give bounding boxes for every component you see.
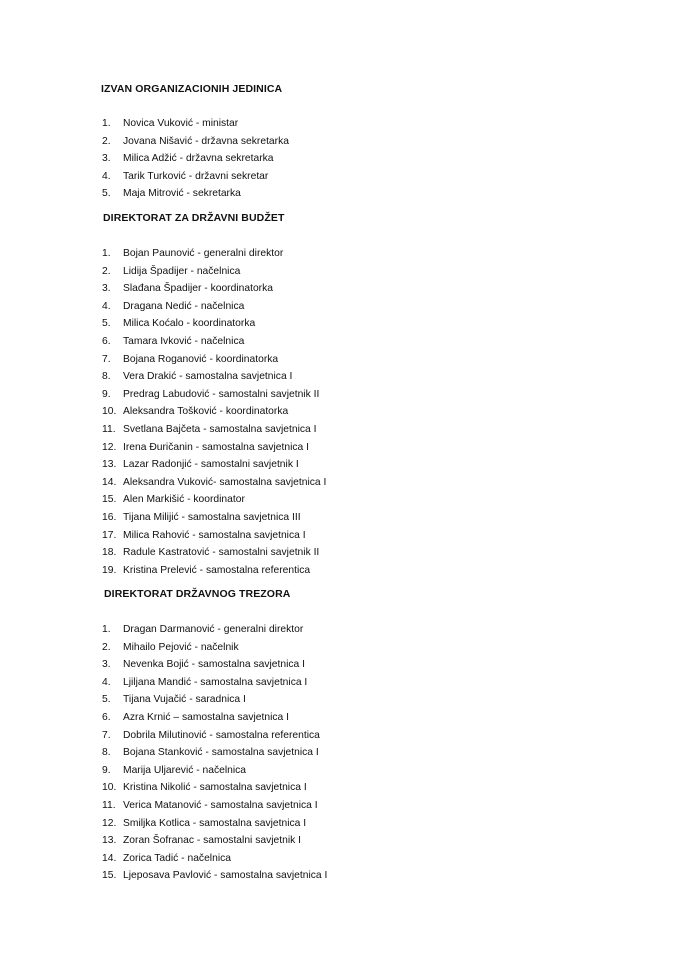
list-item xyxy=(0,656,679,674)
list-item-number: 10. xyxy=(102,782,117,794)
list-item xyxy=(0,544,679,562)
list-item xyxy=(0,815,679,833)
list-item-number: 19. xyxy=(102,564,117,576)
list-item xyxy=(0,691,679,709)
list-item xyxy=(0,491,679,509)
section-title: DIREKTORAT DRŽAVNOG TREZORA xyxy=(104,588,291,600)
list-item xyxy=(0,562,679,580)
list-item-number: 3. xyxy=(102,659,111,671)
list-item xyxy=(0,850,679,868)
section-title: DIREKTORAT ZA DRŽAVNI BUDŽET xyxy=(103,212,285,224)
list-item xyxy=(0,333,679,351)
list-item-number: 7. xyxy=(102,353,111,365)
list-item-number: 8. xyxy=(102,371,111,383)
list-item-text: Maja Mitrović - sekretarka xyxy=(123,188,241,200)
staff-list xyxy=(0,245,679,579)
list-item-number: 4. xyxy=(102,170,111,182)
list-item xyxy=(0,639,679,657)
list-item-number: 10. xyxy=(102,406,117,418)
list-item-text: Dobrila Milutinović - samostalna referentica xyxy=(123,729,320,741)
list-item-text: Bojana Roganović - koordinatorka xyxy=(123,353,279,365)
list-item-number: 3. xyxy=(102,283,111,295)
list-item xyxy=(0,150,679,168)
list-item-text: Bojana Stanković - samostalna savjetnica I xyxy=(123,747,319,759)
list-item xyxy=(0,298,679,316)
list-item-text: Irena Đuričanin - samostalna savjetnica I xyxy=(123,441,310,453)
list-item-text: Milica Rahović - samostalna savjetnica I xyxy=(123,529,306,541)
list-item-number: 14. xyxy=(102,852,117,864)
list-item-text: Dragan Darmanović - generalni direktor xyxy=(123,624,304,635)
list-item-number: 9. xyxy=(102,388,111,400)
list-item xyxy=(0,421,679,439)
list-item-number: 1. xyxy=(102,248,111,259)
staff-list xyxy=(0,621,679,885)
list-item-number: 3. xyxy=(102,153,111,165)
list-item xyxy=(0,263,679,281)
list-item xyxy=(0,474,679,492)
list-item-text: Azra Krnić – samostalna savjetnica I xyxy=(123,711,289,723)
list-item-text: Zoran Šofranac - samostalni savjetnik I xyxy=(123,835,301,847)
list-item-number: 9. xyxy=(102,764,111,776)
list-item-text: Ljeposava Pavlović - samostalna savjetnica I xyxy=(123,870,328,882)
list-item xyxy=(0,168,679,186)
list-item-number: 1. xyxy=(102,118,111,129)
list-item-number: 1. xyxy=(102,624,111,635)
section-izvan-organizacionih-jedinica xyxy=(0,82,679,203)
list-item-text: Kristina Nikolić - samostalna savjetnica I xyxy=(123,782,307,794)
list-item-number: 6. xyxy=(102,335,111,347)
list-item-text: Alen Markišić - koordinator xyxy=(123,494,245,506)
list-item-number: 16. xyxy=(102,511,117,523)
list-item xyxy=(0,245,679,263)
list-item xyxy=(0,185,679,203)
list-item xyxy=(0,762,679,780)
list-item-text: Tamara Ivković - načelnica xyxy=(123,335,245,347)
list-item-number: 13. xyxy=(102,459,117,471)
list-item-number: 11. xyxy=(102,799,116,811)
list-item xyxy=(0,867,679,885)
list-item xyxy=(0,280,679,298)
list-item xyxy=(0,386,679,404)
list-item-number: 17. xyxy=(102,529,117,541)
list-item-text: Radule Kastratović - samostalni savjetnik II xyxy=(123,547,320,559)
list-item xyxy=(0,439,679,457)
list-item xyxy=(0,315,679,333)
list-item-text: Mihailo Pejović - načelnik xyxy=(123,641,239,653)
list-item-text: Ljiljana Mandić - samostalna savjetnica I xyxy=(123,676,308,688)
list-item-number: 2. xyxy=(102,641,111,653)
list-item xyxy=(0,368,679,386)
list-item-number: 12. xyxy=(102,817,117,829)
list-item-text: Zorica Tadić - načelnica xyxy=(123,852,231,864)
list-item xyxy=(0,674,679,692)
list-item xyxy=(0,727,679,745)
list-item-number: 13. xyxy=(102,835,117,847)
list-item-text: Kristina Prelević - samostalna referentica xyxy=(123,564,311,576)
list-item-text: Aleksandra Tošković - koordinatorka xyxy=(123,406,289,418)
list-item-number: 4. xyxy=(102,676,111,688)
list-item-text: Dragana Nedić - načelnica xyxy=(123,300,245,312)
list-item-text: Aleksandra Vuković- samostalna savjetnica I xyxy=(123,476,327,488)
list-item-number: 15. xyxy=(102,494,117,506)
list-item-text: Predrag Labudović - samostalni savjetnik II xyxy=(123,388,320,400)
list-item-text: Smiljka Kotlica - samostalna savjetnica I xyxy=(123,817,307,829)
list-item-number: 12. xyxy=(102,441,117,453)
list-item-text: Milica Koćalo - koordinatorka xyxy=(123,318,256,330)
list-item-number: 8. xyxy=(102,747,111,759)
list-item xyxy=(0,456,679,474)
list-item xyxy=(0,115,679,133)
list-item xyxy=(0,527,679,545)
list-item xyxy=(0,744,679,762)
list-item xyxy=(0,351,679,369)
list-item-text: Verica Matanović - samostalna savjetnica I xyxy=(123,799,318,811)
list-item-text: Tijana Milijić - samostalna savjetnica III xyxy=(123,511,301,523)
list-item-text: Novica Vuković - ministar xyxy=(123,118,239,129)
list-item-number: 11. xyxy=(102,423,116,435)
list-item-number: 7. xyxy=(102,729,111,741)
list-item-number: 2. xyxy=(102,135,111,147)
list-item xyxy=(0,797,679,815)
list-item-number: 6. xyxy=(102,711,111,723)
list-item-text: Lazar Radonjić - samostalni savjetnik I xyxy=(123,459,299,471)
list-item-number: 2. xyxy=(102,265,111,277)
list-item xyxy=(0,403,679,421)
section-title: IZVAN ORGANIZACIONIH JEDINICA xyxy=(101,83,283,95)
list-item-number: 5. xyxy=(102,188,111,200)
list-item-text: Marija Uljarević - načelnica xyxy=(123,764,247,776)
list-item-text: Bojan Paunović - generalni direktor xyxy=(123,248,284,259)
list-item-text: Svetlana Bajčeta - samostalna savjetnica I xyxy=(123,423,317,435)
list-item-text: Nevenka Bojić - samostalna savjetnica I xyxy=(123,659,305,671)
list-item xyxy=(0,509,679,527)
list-item-text: Tarik Turković - državni sekretar xyxy=(123,170,269,182)
list-item-number: 5. xyxy=(102,694,111,706)
list-item-text: Tijana Vujačić - saradnica I xyxy=(123,694,246,706)
list-item-text: Jovana Nišavić - državna sekretarka xyxy=(123,135,289,147)
list-item-number: 14. xyxy=(102,476,117,488)
list-item-text: Milica Adžić - državna sekretarka xyxy=(123,153,274,165)
staff-list xyxy=(0,115,679,203)
section-direktorat-drzavnog-trezora xyxy=(0,587,679,885)
list-item xyxy=(0,779,679,797)
list-item-number: 5. xyxy=(102,318,111,330)
section-direktorat-za-drzavni-budzet xyxy=(0,211,679,579)
list-item-text: Lidija Špadijer - načelnica xyxy=(123,265,241,277)
list-item xyxy=(0,832,679,850)
list-item-number: 15. xyxy=(102,870,117,882)
list-item xyxy=(0,133,679,151)
list-item-text: Slađana Špadijer - koordinatorka xyxy=(123,283,273,295)
list-item xyxy=(0,621,679,639)
list-item-number: 4. xyxy=(102,300,111,312)
list-item-text: Vera Drakić - samostalna savjetnica I xyxy=(123,371,293,383)
list-item xyxy=(0,709,679,727)
list-item-number: 18. xyxy=(102,547,117,559)
